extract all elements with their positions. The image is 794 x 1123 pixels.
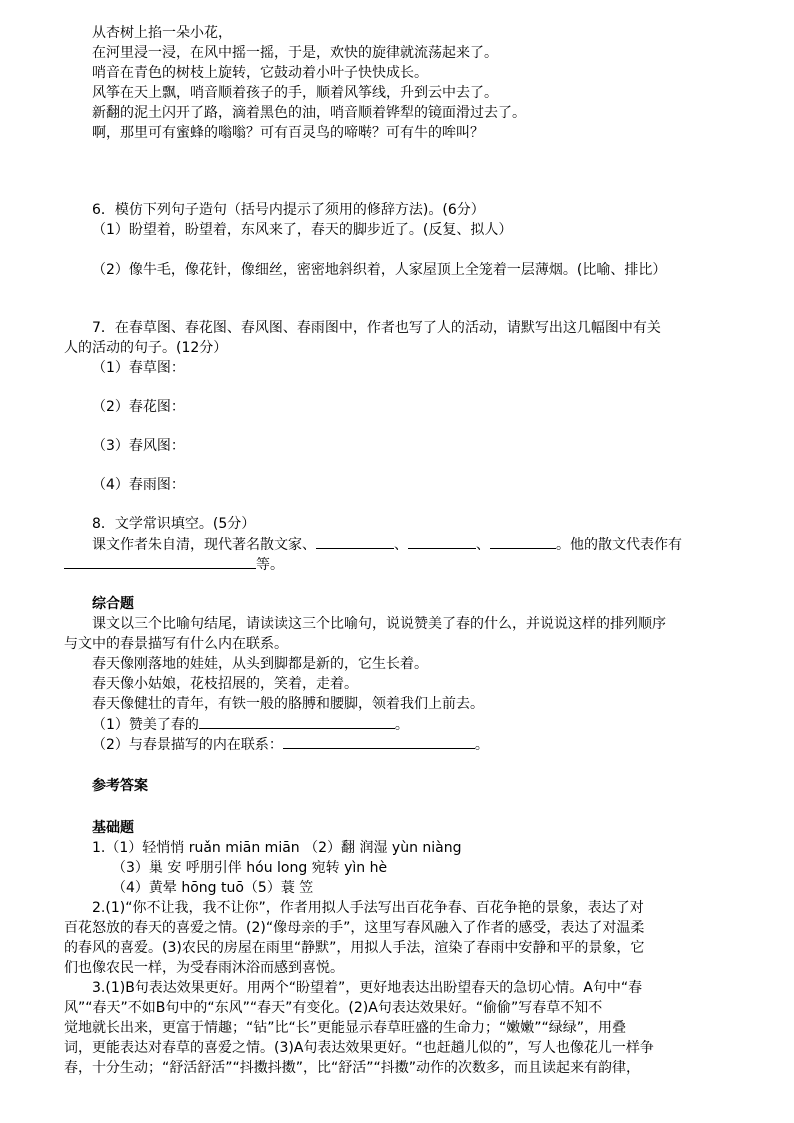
answer-blank[interactable]: [316, 534, 394, 549]
q8-sep: 、: [476, 537, 490, 553]
question-7-item: （3）春风图：: [92, 438, 185, 454]
q8-prefix: 课文作者朱自清，现代著名散文家、: [92, 537, 316, 553]
answer-3-line: 春，十分生动；“舒活舒活”“抖擞抖擞”，比“舒活”“抖擞”动作的次数多，而且读起来有韵律，: [64, 1060, 641, 1076]
answer-1-line: 1.（1）轻悄悄 ruǎn miān miān （2）翻 润湿 yùn niàng: [92, 840, 462, 856]
metaphor-sentence: 春天像健壮的青年，有铁一般的胳膊和腰脚，领着我们上前去。: [92, 696, 484, 712]
q2-suffix: 。: [474, 737, 489, 753]
question-7-item: （1）春草图：: [92, 360, 185, 376]
answer-3-line: 词，更能表达对春草的喜爱之情。(3)A句表达效果更好。“也赶趟儿似的”，写人也像花儿一样争: [64, 1040, 654, 1056]
metaphor-sentence: 春天像小姑娘，花枝招展的，笑着，走着。: [92, 676, 358, 692]
q8-line2-suffix: 等。: [256, 557, 284, 573]
poem-line: 哨音在青色的树枝上旋转，它鼓动着小叶子快快成长。: [92, 65, 428, 81]
answer-blank[interactable]: [283, 734, 475, 749]
q1-prefix: （1）赞美了春的: [92, 717, 199, 733]
comprehensive-intro: 课文以三个比喻句结尾，请读读这三个比喻句，说说赞美了春的什么，并说说这样的排列顺序: [92, 616, 666, 632]
section-heading-answers: 参考答案: [92, 778, 148, 794]
poem-line: 从杏树上掐一朵小花，: [92, 25, 232, 41]
question-7-item: （4）春雨图：: [92, 477, 185, 493]
answer-1-line: （4）黄晕 hōng tuō（5）蓑 笠: [112, 880, 314, 896]
question-7-title-cont: 人的活动的句子。(12分）: [64, 340, 228, 356]
answer-1-line: （3）巢 安 呼朋引伴 hóu long 宛转 yìn hè: [112, 860, 388, 876]
question-8-line-2: [64, 554, 284, 575]
answer-blank[interactable]: [408, 534, 476, 549]
answer-2-line: 的春风的喜爱。(3)农民的房屋在雨里“静默”，用拟人手法，渲染了春雨中安静和平的景象，它: [64, 940, 645, 956]
comprehensive-q1: [92, 714, 409, 735]
q2-prefix: （2）与春景描写的内在联系：: [92, 737, 283, 753]
answer-2-line: 们也像农民一样，为受春雨沐浴而感到喜悦。: [64, 960, 344, 976]
answer-2-line: 2.(1)“你不让我，我不让你”，作者用拟人手法写出百花争春、百花争艳的景象，表达了对: [92, 900, 644, 916]
comprehensive-intro-cont: 与文中的春景描写有什么内在联系。: [64, 636, 288, 652]
q1-suffix: 。: [394, 717, 409, 733]
answer-blank[interactable]: [199, 714, 395, 729]
answer-3-line: 3.(1)B句表达效果更好。用两个“盼望着”，更好地表达出盼望春天的急切心情。A句中“春: [92, 980, 643, 996]
q8-sep: 、: [394, 537, 408, 553]
question-8-line-1: [92, 534, 682, 555]
section-heading-basic: 基础题: [92, 820, 134, 836]
question-7-title: 7．在春草图、春花图、春风图、春雨图中，作者也写了人的活动，请默写出这几幅图中有关: [92, 320, 661, 336]
question-6-item-2: （2）像牛毛，像花针，像细丝，密密地斜织着，人家屋顶上全笼着一层薄烟。(比喻、排比）: [92, 262, 667, 278]
question-8-title: 8．文学常识填空。(5分）: [92, 516, 256, 532]
answer-blank[interactable]: [490, 534, 556, 549]
comprehensive-q2: [92, 734, 489, 755]
answer-blank[interactable]: [64, 554, 256, 569]
answer-2-line: 百花怒放的春天的喜爱之情。(2)“像母亲的手”，这里写春风融入了作者的感受，表达了对温柔: [64, 920, 645, 936]
metaphor-sentence: 春天像刚落地的娃娃，从头到脚都是新的，它生长着。: [92, 656, 428, 672]
poem-line: 新翻的泥土闪开了路，滴着黑色的油，哨音顺着铧犁的镜面滑过去了。: [92, 105, 526, 121]
question-6-item-1: （1）盼望着，盼望着，东风来了，春天的脚步近了。(反复、拟人）: [92, 222, 513, 238]
section-heading-comprehensive: 综合题: [92, 596, 134, 612]
answer-3-line: 风”“春天”不如B句中的“东风”“春天”有变化。(2)A句表达效果好。“偷偷”写春草不知不: [64, 1000, 603, 1016]
question-7-item: （2）春花图：: [92, 399, 185, 415]
question-6-title: 6．模仿下列句子造句（括号内提示了须用的修辞方法)。(6分）: [92, 202, 485, 218]
poem-line: 在河里浸一浸，在风中摇一摇，于是，欢快的旋律就流荡起来了。: [92, 45, 498, 61]
poem-line: 啊，那里可有蜜蜂的嗡嗡？可有百灵鸟的啼啭？可有牛的哞叫？: [92, 125, 484, 141]
answer-3-line: 觉地就长出来，更富于情趣；“钻”比“长”更能显示春草旺盛的生命力；“嫩嫩”“绿绿”，用叠: [64, 1020, 627, 1036]
poem-line: 风筝在天上飘，哨音顺着孩子的手，顺着风筝线，升到云中去了。: [92, 85, 498, 101]
q8-suffix: 。他的散文代表作有: [556, 537, 682, 553]
